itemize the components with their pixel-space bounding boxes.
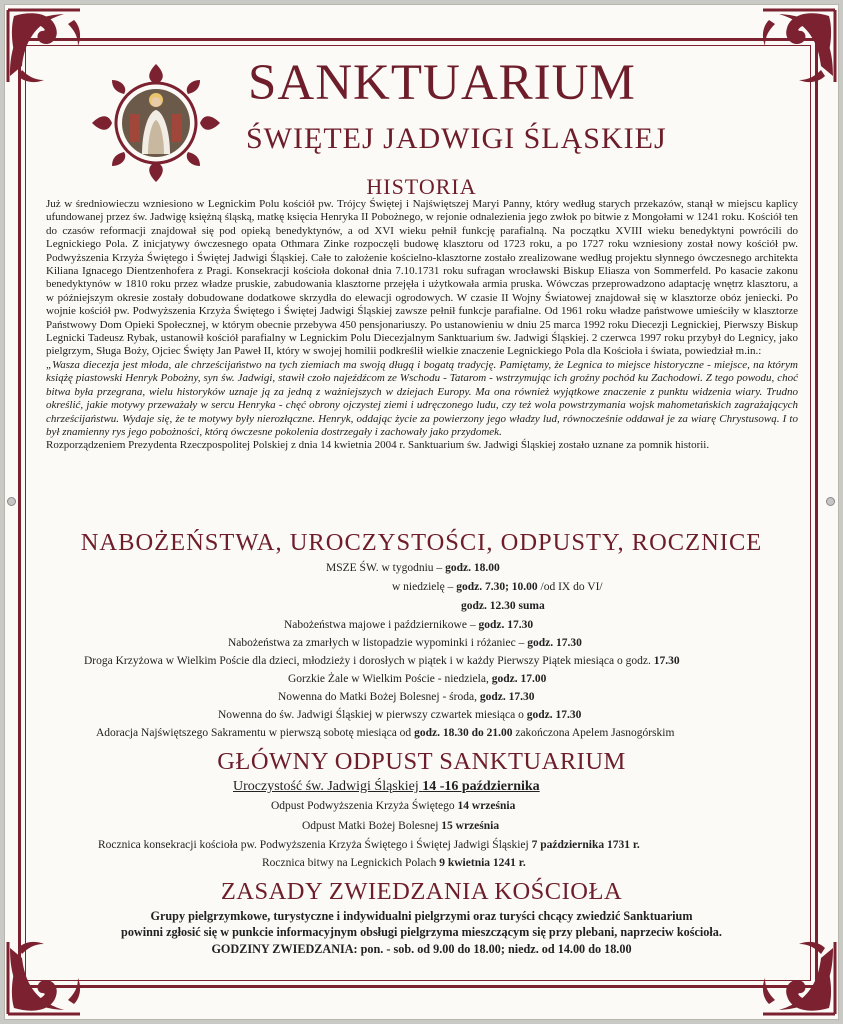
main-solemnity: Uroczystość św. Jadwigi Śląskiej 14 -16 października	[233, 779, 540, 794]
corner-ornament-top-right	[759, 6, 839, 86]
indulgence-heading: GŁÓWNY ODPUST SANKTUARIUM	[217, 748, 626, 775]
indulgence-line: Odpust Podwyższenia Krzyża Świętego 14 września	[271, 800, 516, 812]
saint-jadwiga-emblem	[90, 62, 222, 184]
visiting-heading: ZASADY ZWIEDZANIA KOŚCIOŁA	[220, 878, 623, 905]
visiting-rule-line-2: powinni zgłosić się w punkcie informacyjnym obsługi pielgrzyma mieszczącym się przy plebani, naprzeciw kościoła.	[121, 925, 722, 939]
history-text	[46, 198, 798, 453]
indulgence-line: Odpust Matki Bożej Bolesnej 15 września	[302, 820, 500, 832]
indulgence-line: Rocznica bitwy na Legnickich Polach 9 kwietnia 1241 r.	[262, 857, 526, 869]
visiting-hours: GODZINY ZWIEDZANIA: pon. - sob. od 9.00 do 18.00; niedz. od 14.00 do 18.00	[211, 942, 632, 956]
schedule-line: Nabożeństwa majowe i październikowe – godz. 17.30	[284, 619, 534, 631]
schedule-line: Droga Krzyżowa w Wielkim Poście dla dzieci, młodzieży i dorosłych w piątek i w każdy Pierwszy Piątek miesiąca o godz. 17.30	[84, 655, 680, 667]
services-heading: NABOŻEŃSTWA, UROCZYSTOŚCI, ODPUSTY, ROCZNICE	[80, 529, 763, 556]
schedule-line: godz. 12.30 suma	[461, 600, 545, 612]
mounting-screw-icon	[826, 497, 835, 506]
schedule-line: Nowenna do św. Jadwigi Śląskiej w pierwszy czwartek miesiąca o godz. 17.30	[218, 709, 582, 721]
schedule-line: Nowenna do Matki Bożej Bolesnej - środa, godz. 17.30	[278, 691, 535, 703]
schedule-line: Nabożeństwa za zmarłych w listopadzie wypominki i różaniec – godz. 17.30	[228, 637, 582, 649]
page-subtitle: ŚWIĘTEJ JADWIGI ŚLĄSKIEJ	[246, 122, 667, 155]
page-title: SANKTUARIUM	[248, 55, 636, 111]
indulgence-line: Rocznica konsekracji kościoła pw. Podwyższenia Krzyża Świętego i Świętej Jadwigi Śląskiej 7 października 1731 r.	[98, 839, 640, 851]
schedule-line: Adoracja Najświętszego Sakramentu w pierwszą sobotę miesiąca od godz. 18.30 do 21.00 zakończona Apelem Jasnogórskim	[96, 727, 675, 739]
visiting-rule-line-1: Grupy pielgrzymkowe, turystyczne i indywidualni pielgrzymi oraz turyści chcący zwiedzić Sanktuarium	[150, 909, 693, 923]
schedule-line: MSZE ŚW. w tygodniu – godz. 18.00	[326, 562, 500, 574]
history-closing: Rozporządzeniem Prezydenta Rzeczpospolitej Polskiej z dnia 14 kwietnia 2004 r. Sanktuarium św. Jadwigi Śląskiej zostało uznane za pomnik historii.	[46, 439, 710, 452]
schedule-line: w niedzielę – godz. 7.30; 10.00 /od IX do VI/	[392, 581, 603, 593]
history-paragraph: Już w średniowieczu wzniesiono w Legnickim Polu kościół pw. Trójcy Świętej i Najświętszej Maryi Panny, który według starych przekazów, stanął w miejscu kaplicy ufundowanej przez św. Jadwigę księżną śląską, matkę księcia Henryka II Pobożnego, w rejonie odnalezienia jego zwłok po bitwie z Mongołami w 1241 roku. Kościół ten do czasów reformacji znajdował się pod opieką benedyktynów, a od XVI wieku pełnił funkcję parafialną. Na początku XVIII wieku benedyktyni powrócili do Legnickiego Pola. Z inicjatywy ówczesnego opata Othmara Zinke rozpoczęli budowę klasztoru od 1723 roku, a po 1727 roku wzniesiony został nowy kościół pw. Podwyższenia Krzyża Świętego i Świętej Jadwigi Śląskiej. Całe to założenie kościelno-klasztorne zostało zrealizowane według projektu słynnego ówczesnego architekta Kiliana Ignacego Dientzenhofera z Pragi. Konsekracji kościoła dokonał dnia 7.10.1731 roku sufragan wrocławski Biskup Eliasza von Sommerfeld. Po kasacie zakonu benedyktynów w 1810 roku przez władze pruskie, zabudowania klasztorne przejęła i użytkowała armia pruska. Wówczas przeprowadzono adaptację wnętrz klasztoru, a w późniejszym okresie zostały dobudowane dodatkowe skrzydła do elewacji ogrodowych. W czasie II Wojny Światowej znajdował się w klasztorze obóz jeniecki. Po wojnie kościół pw. Podwyższenia Krzyża Świętego i Świętej Jadwigi Śląskiej zawsze pełnił funkcje parafialne. Od 1961 roku władze państwowe umieściły w klasztorze Państwowy Dom Opieki Społecznej, w którym obecnie przebywa 450 pensjonariuszy. Po ustanowieniu w dniu 25 marca 1992 roku Diecezji Legnickiej, Pierwszy Biskup Legnicki Tadeusz Rybak, ustanowił kościół parafialny w Legnickim Polu Diecezjalnym Sanktuarium św. Jadwigi Śląskiej. 2 czerwca 1997 roku przybył do Legnicy, jako pielgrzym, Sługa Boży, Ojciec Święty Jan Paweł II, który w swojej homilii podkreślił wielkie znaczenie Legnickiego Pola dla Kościoła i świata, powiedział m.in.:	[46, 198, 798, 358]
schedule-line: Gorzkie Żale w Wielkim Poście - niedziela, godz. 17.00	[288, 673, 547, 685]
mounting-screw-icon	[7, 497, 16, 506]
papal-quote: „Wasza diecezja jest młoda, ale chrześcijaństwo na tych ziemiach ma swoją długą i bogatą tradycję. Pamiętamy, że Legnica to miejsce historyczne - miejsce, na którym książę piastowski Henryk Pobożny, syn św. Jadwigi, stawił czoło najeźdźcom ze Wschodu - Tatarom - wstrzymując ich groźny pochód ku Zachodowi. Z tego powodu, choć bitwa była przegrana, wielu historyków uznaje ją za jedną z ważniejszych w dziejach Europy. Ma ona również wyjątkowe znaczenie z punktu widzenia wiary. Trudno określić, jakie motywy przeważały w sercu Henryka - chęć obrony ojczystej ziemi i udręczonego ludu, czy też wola powstrzymania wojsk mahometańskich zagrażających chrześcijaństwu. Wydaje się, że te motywy były nierozłączne. Henryk, oddając życie za powierzony jego władzy lud, równocześnie oddawał je za wiarę Chrystusową. I to był znamienny rys jego pobożności, którą ówczesne pokolenia dostrzegały i zachowały jako przydomek.	[46, 358, 798, 438]
corner-ornament-top-left	[4, 6, 84, 86]
history-heading: HISTORIA	[366, 174, 477, 199]
